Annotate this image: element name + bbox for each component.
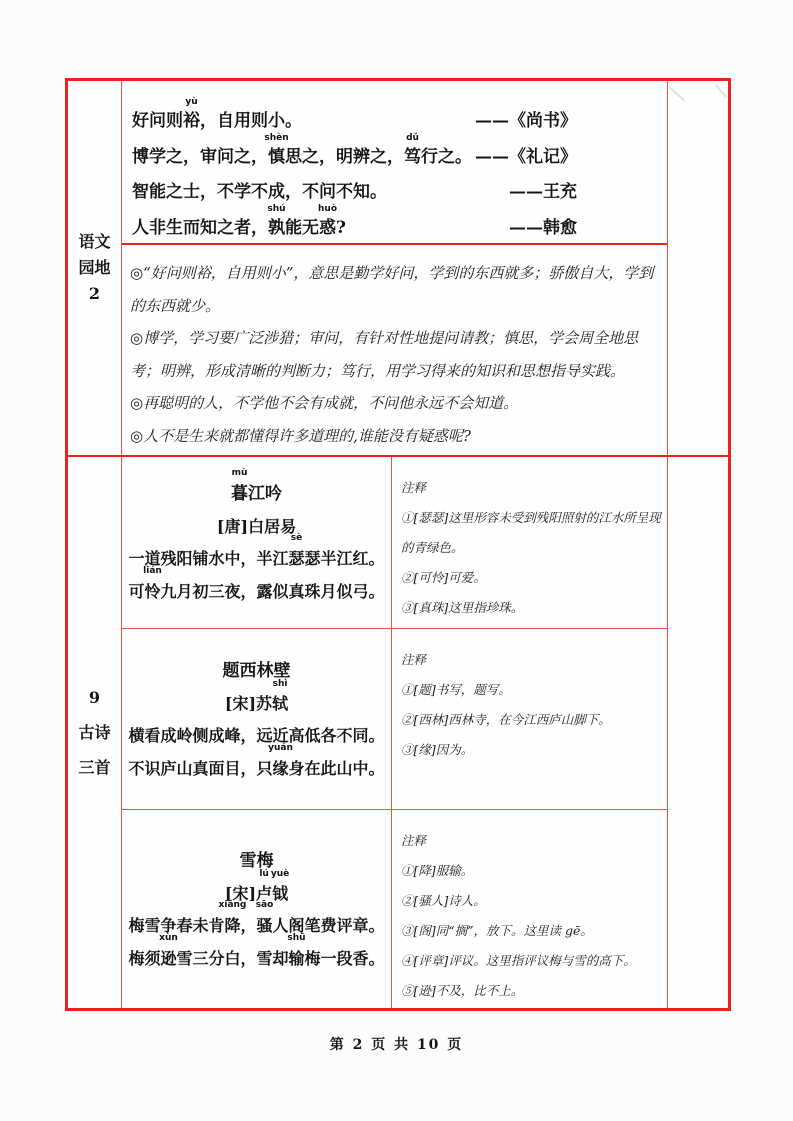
empty-margin-column bbox=[667, 457, 728, 1008]
poem-author: [唐]白居易 bbox=[216, 517, 297, 536]
section1-content bbox=[122, 81, 667, 455]
quote-source: ——王充 bbox=[509, 182, 577, 203]
poem-title: 暮 mù 江吟 bbox=[231, 468, 282, 504]
explanation-item: ◎人不是生来就都懂得许多道理的,谁能没有疑惑呢? bbox=[130, 426, 471, 445]
annotations-title: 注释 bbox=[401, 652, 427, 667]
poem-text-cell bbox=[122, 810, 392, 1008]
poem-text-cell bbox=[122, 457, 392, 628]
section-yuwen-yuandi bbox=[68, 81, 728, 457]
empty-margin-column bbox=[667, 81, 728, 455]
section2-label bbox=[68, 457, 122, 1008]
poem-author: [宋]苏轼 shì bbox=[224, 678, 289, 713]
quote-text: 博学之，审问之，慎 shèn 思之，明辨之，笃 dǔ 行之。 bbox=[132, 132, 472, 167]
section1-label-line: 语文 bbox=[78, 232, 111, 251]
annotation-item: ③[真珠]这里指珍珠。 bbox=[401, 600, 524, 615]
poem-annotations-cell bbox=[392, 457, 667, 628]
quote-source: ——韩愈 bbox=[509, 217, 577, 238]
study-guide-table bbox=[65, 78, 731, 1011]
poem-line: 梅雪争春未肯降 xiáng ，骚 sāo 人阁笔费评章。 bbox=[128, 899, 385, 935]
poem-author: [宋]卢 lú 钺 yuè bbox=[224, 868, 290, 903]
explanation-item: ◎再聪明的人，不学他不会有成就，不问他永远不会知道。 bbox=[130, 394, 519, 412]
quote-text: 人非生而知之者，孰 shú 能无惑 huò ? bbox=[132, 203, 346, 238]
poem-line: 横看成岭侧成峰，远近高低各不同。 bbox=[128, 725, 385, 745]
explanation-item: ◎“好问则裕，自用则小”，意思是勤学好问，学到的东西就多；骄傲自大，学到的东西就少。 bbox=[130, 264, 654, 315]
quote-line bbox=[132, 132, 577, 173]
annotations-title: 注释 bbox=[401, 480, 427, 495]
annotation-item: ①[题]书写，题写。 bbox=[401, 682, 511, 697]
annotations-title: 注释 bbox=[401, 833, 427, 848]
annotation-item: ①[降]服输。 bbox=[401, 863, 474, 878]
poem-annotations-cell bbox=[392, 810, 667, 1008]
quote-line bbox=[132, 172, 577, 208]
poem-title: 雪梅 bbox=[239, 850, 274, 871]
annotation-item: ②[骚人]诗人。 bbox=[401, 893, 486, 908]
quote-source: ——《尚书》 bbox=[475, 111, 577, 132]
quote-text: 好问则裕 yù ，自用则小。 bbox=[132, 97, 302, 132]
explanation-item: ◎博学，学习要广泛涉猎；审问，有针对性地提问请教；慎思，学会周全地思考；明辨，形成清晰的判断力；笃行，用学习得来的知识和思想指导实践。 bbox=[130, 329, 639, 380]
poem-row-tixilinbi bbox=[122, 629, 667, 810]
section2-label-line: 9 bbox=[88, 688, 101, 707]
section2-label-line: 三首 bbox=[78, 758, 111, 777]
quote-line bbox=[132, 203, 577, 244]
scan-artifact bbox=[715, 84, 727, 98]
annotation-item: ③[阁]同“搁”，放下。这里读 gē。 bbox=[401, 923, 593, 938]
quote-explanations-block bbox=[122, 245, 667, 455]
section1-label bbox=[68, 81, 122, 455]
annotation-item: ①[瑟瑟]这里形容未受到残阳照射的江水所呈现的青绿色。 bbox=[401, 510, 661, 555]
poem-row-mujiangyin bbox=[122, 457, 667, 629]
poem-text-cell bbox=[122, 629, 392, 809]
annotation-item: ⑤[逊]不及，比不上。 bbox=[401, 983, 524, 998]
poem-line: 可怜 lián 九月初三夜，露似真珠月似弓。 bbox=[128, 566, 385, 601]
poem-line: 一道残阳铺水中，半江瑟 sè 瑟半江红。 bbox=[128, 533, 385, 568]
poem-row-xuemei bbox=[122, 810, 667, 1008]
annotation-item: ②[可怜]可爱。 bbox=[401, 570, 486, 585]
quote-text: 智能之士，不学不成，不问不知。 bbox=[132, 182, 387, 203]
scan-artifact bbox=[669, 87, 685, 102]
section-gushi-sanshou bbox=[68, 457, 728, 1008]
annotation-item: ④[评章]评议。这里指评议梅与雪的高下。 bbox=[401, 953, 636, 968]
poem-annotations-cell bbox=[392, 629, 667, 809]
quote-line bbox=[132, 97, 577, 137]
poems-grid bbox=[122, 457, 667, 1008]
page-number-footer: 第 2 页 共 10 页 bbox=[329, 1037, 464, 1053]
famous-quotes-block bbox=[122, 81, 667, 245]
section1-label-line: 2 bbox=[88, 284, 101, 303]
annotation-item: ②[西林]西林寺，在今江西庐山脚下。 bbox=[401, 712, 611, 727]
poem-title: 题西林壁 bbox=[222, 660, 291, 681]
quote-source: ——《礼记》 bbox=[475, 146, 577, 167]
section1-label-line: 园地 bbox=[78, 258, 111, 277]
section2-label-line: 古诗 bbox=[78, 723, 111, 742]
poem-line: 不识庐山真面目，只缘 yuán 身在此山中。 bbox=[128, 742, 385, 778]
annotation-item: ③[缘]因为。 bbox=[401, 742, 474, 757]
poem-line: 梅须逊 xùn 雪三分白，雪却输 shū 梅一段香。 bbox=[128, 932, 385, 968]
